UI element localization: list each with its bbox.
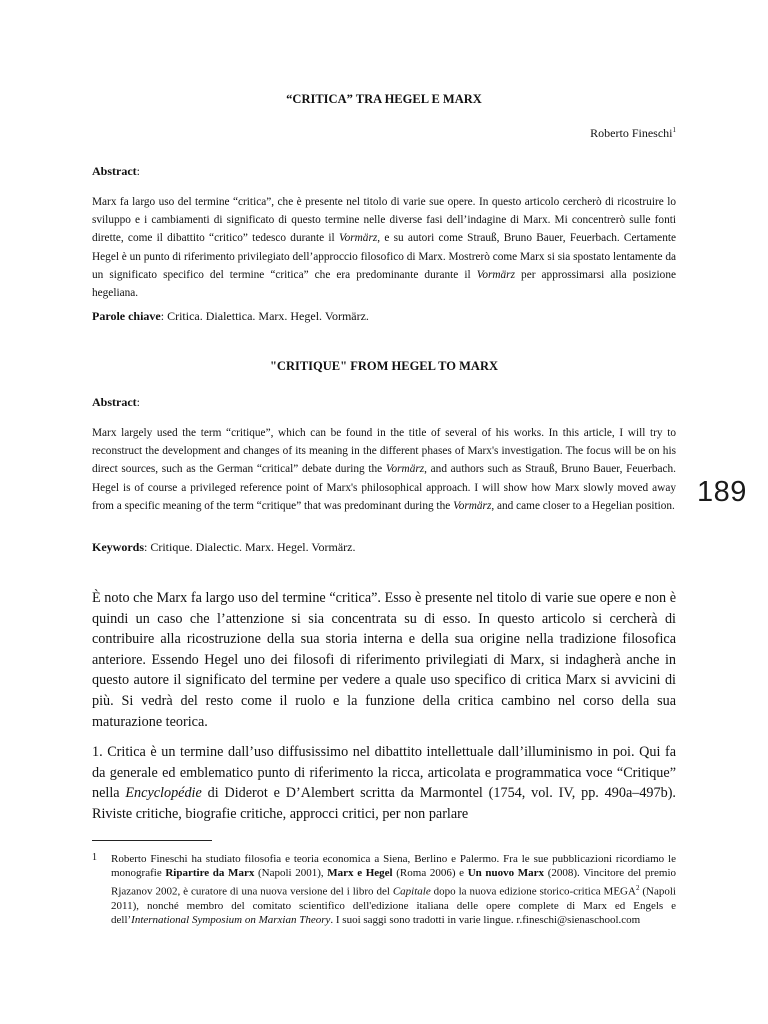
footnote-mega-sup: 2 xyxy=(635,883,640,892)
abstract-text-english xyxy=(92,424,676,515)
footnote-text xyxy=(111,852,676,927)
keywords-label-italian: Parole chiave xyxy=(92,309,161,323)
body-paragraph-2 xyxy=(92,742,676,824)
abstract-en-vormarz-1: Vormärz xyxy=(385,463,425,476)
footnote-part4: (2008). Vincitore del premio Rjazanov 2002, è curatore di una nuova versione del i libro del xyxy=(111,867,677,898)
body-para2-part1: 1. Critica è un termine dall’uso diffusissimo nel dibattito intellettuale dall’illuminismo in poi. Qui fa da generale ed emblematico punto di riferimento la ricca, articolata e programmatica voce “Critique” nella xyxy=(92,744,676,802)
footnote-part7: . I suoi saggi sono tradotti in varie lingue. r.fineschi@sienaschool.com xyxy=(330,913,641,926)
footnote-symposium: International Symposium on Marxian Theory xyxy=(131,913,331,926)
footnote-separator xyxy=(92,840,212,841)
footnote-ref[interactable]: 1 xyxy=(672,126,676,134)
keywords-italian xyxy=(92,309,369,324)
abstract-label: Abstract xyxy=(92,164,137,178)
footnote-part2: (Napoli 2001), xyxy=(254,867,328,880)
body-para2-part2: di Diderot e D’Alembert scritta da Marmontel (1754, vol. IV, pp. 490a–497b). Riviste critiche, biografie critiche, approcci critici, per non parlare xyxy=(92,785,676,822)
footnote-book-2: Marx e Hegel xyxy=(327,867,393,880)
keywords-label-english: Keywords xyxy=(92,540,144,554)
body-paragraph-1: È noto che Marx fa largo uso del termine “critica”. Esso è presente nel titolo di varie sue opere e non è quindi un caso che l’attenzione si sia concentrata su di esso. In questo articolo si cercherà di contribuire alla ricostruzione della sua storia interna e della sua origine nella tradizione filosofica anteriore. Essendo Hegel uno dei filosofi di riferimento privilegiati di Marx, si indagherà anche in questo autore il significato del termine per vedere a quale uso specifico di critica Marx si avvicini di più. Si vedrà del resto come il ruolo e la funzione della critica cambino nel corso della sua maturazione teorica. xyxy=(92,590,676,730)
abstract-en-vormarz-2: Vormärz xyxy=(453,499,492,512)
abstract-it-vormarz-2: Vormärz xyxy=(476,268,515,281)
footnote-part5: dopo la nuova edizione storico-critica MEGA xyxy=(430,885,636,898)
abstract-colon: : xyxy=(136,164,140,178)
article-title-english: "CRITIQUE" FROM HEGEL TO MARX xyxy=(269,359,499,373)
abstract-heading-english xyxy=(92,395,140,410)
abstract-en-part2: , and authors such as Strauß, Bruno Bauer, Feuerbach. Hegel is of course a privileged reference point of Marx's philosophical approach. I will show how Marx slowly moved away from a specific meaning of the term “critique” that was predominant during the xyxy=(92,463,676,512)
abstract-it-vormarz-1: Vormärz xyxy=(338,232,378,245)
footnote-book-1: Ripartire da Marx xyxy=(165,867,255,880)
footnote-capitale: Capitale xyxy=(392,885,431,898)
footnote-part6: (Napoli 2011), nonché membro del comitato scientifico dell'edizione italiana delle opere complete di Marx ed Engels e dell’ xyxy=(111,885,676,926)
abstract-heading-italian xyxy=(92,164,140,179)
footnote-part3: (Roma 2006) e xyxy=(392,867,468,880)
keywords-list-english: : Critique. Dialectic. Marx. Hegel. Vormärz. xyxy=(144,540,356,554)
abstract-colon-english: : xyxy=(136,395,140,409)
author-name xyxy=(590,126,676,141)
keywords-list-italian: : Critica. Dialettica. Marx. Hegel. Vormärz. xyxy=(160,309,369,323)
article-title-italian: “CRITICA” TRA HEGEL E MARX xyxy=(286,92,482,106)
abstract-en-part1: Marx largely used the term “critique”, which can be found in the title of several of his works. In this article, I will try to reconstruct the development and changes of its meaning in the different phases of Marx's investigation. The focus will be on his direct sources, such as the German “critical” debate during the xyxy=(92,427,676,476)
abstract-it-part3: per approssimarsi alla posizione hegeliana. xyxy=(92,268,676,300)
abstract-it-part2: , e su autori come Strauß, Bruno Bauer, Feuerbach. Certamente Hegel è un punto di riferimento privilegiato dell’approccio filosofico di Marx. Mostrerò come Marx si sia spostato lentamente da un significato specifico del termine “critica” che era predominante durante il xyxy=(92,232,676,281)
footnote-part1: Roberto Fineschi ha studiato filosofia e teoria economica a Siena, Berlino e Palermo. Fra le sue pubblicazioni ricordiamo le monografie xyxy=(111,853,676,880)
abstract-text-italian xyxy=(92,193,676,302)
abstract-label-english: Abstract xyxy=(92,395,137,409)
abstract-en-part3: , and came closer to a Hegelian position. xyxy=(491,499,675,512)
author-name-text: Roberto Fineschi xyxy=(590,126,673,140)
abstract-it-part1: Marx fa largo uso del termine “critica”, che è presente nel titolo di varie sue opere. In questo articolo cercherò di ricostruire lo sviluppo e i cambiamenti di significato di questo termine nelle diverse fasi dell’indagine di Marx. Mi concentrerò sulle fonti dirette, come il dibattito “critico” tedesco durante il xyxy=(92,196,676,245)
keywords-english xyxy=(92,540,356,555)
footnote-mark: 1 xyxy=(92,852,97,863)
page-number: 189 xyxy=(697,476,747,508)
footnote-book-3: Un nuovo Marx xyxy=(467,867,545,880)
body-para2-encyclopedie: Encyclopédie xyxy=(125,785,202,802)
